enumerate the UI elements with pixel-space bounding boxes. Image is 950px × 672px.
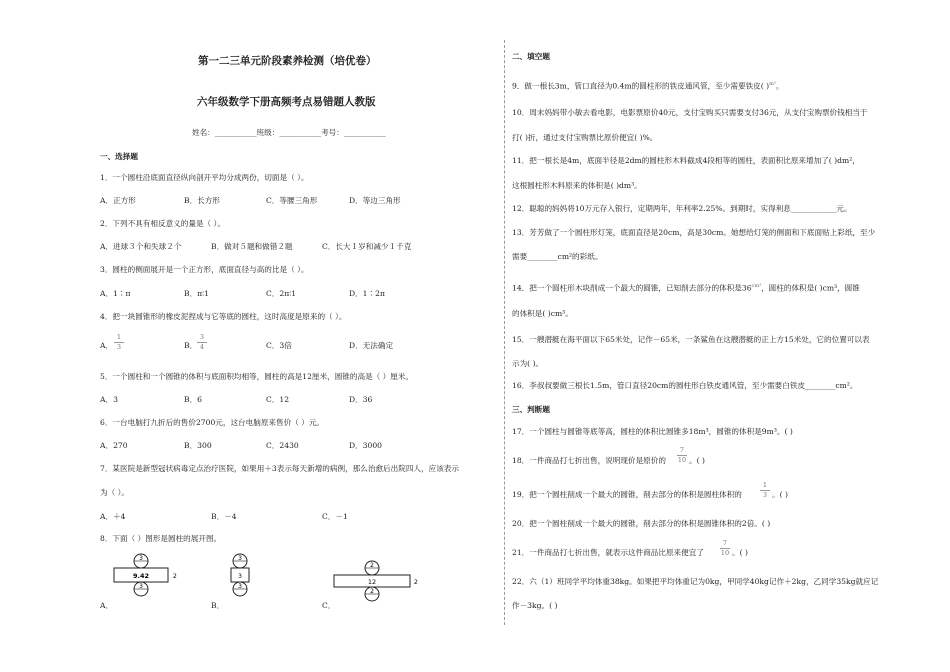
q4-option-a-label: A． <box>100 341 114 350</box>
net-figure-b <box>222 553 268 609</box>
q6-option-d: D．3000 <box>349 441 383 450</box>
q2-option-b: B．做对５题和做错２题 <box>211 242 293 251</box>
question-13-line-1: 13．芳芳做了一个圆柱形灯笼，底面直径是20cm，高是30cm。她想给灯笼的侧面和下底面贴上彩纸，至少 <box>512 228 876 237</box>
question-7-line-1: 7．某医院是新型冠状病毒定点治疗医院，如果用＋3表示每天新增的病例，那么治愈后出院四人，应该表示 <box>100 464 459 473</box>
question-10-line-2: 打( )折，通过支付宝购票比原价便宜( )%。 <box>512 133 658 142</box>
column-divider <box>504 40 505 625</box>
question-14-line-1: 14．把一个圆柱形木块削成一个最大的圆锥，已知削去部分的体积是$36^{cm^3}$，圆柱的体积是( )cm³，圆锥 <box>512 283 860 293</box>
section-fill-heading: 二、填空题 <box>512 52 550 61</box>
q8-option-c: C． <box>322 601 336 610</box>
question-22-line-2: 作－3kg。( ) <box>512 601 558 610</box>
q2-option-c: C．长大１岁和减少１千克 <box>322 242 412 251</box>
question-9: 9．做一根长3m，管口直径为0.4m的圆柱形的铁皮通风管，至少需要铁皮( )$^{m^2}$。 <box>512 81 784 91</box>
net-a-side-label: 2 <box>173 573 177 580</box>
question-1: 1．一个圆柱沿底面直径纵向剖开平均分成两份，切面是（ ）。 <box>100 173 309 182</box>
q1-option-b: B．长方形 <box>184 196 220 205</box>
net-c-side-label: 2 <box>414 579 418 586</box>
q8-option-b: B． <box>211 601 225 610</box>
question-21-text: 21．一件商品打七折出售，就表示这件商品比原来便宜了 <box>512 548 704 557</box>
q3-option-b: B．π∶1 <box>184 289 209 298</box>
question-19-end: 。( ) <box>772 490 788 499</box>
q7-option-a: A．＋4 <box>100 512 126 521</box>
q9-unit: m² <box>769 81 776 87</box>
net-b-top-label: 3 <box>238 555 242 562</box>
q4-option-b-label: B． <box>184 341 198 350</box>
q8-option-a: A． <box>100 601 114 610</box>
exam-title: 第一二三单元阶段素养检测（培优卷） <box>198 55 377 67</box>
q7-option-c: C．－1 <box>322 512 348 521</box>
question-5: 5．一个圆柱和一个圆锥的体积与底面积均相等，圆柱的高是12厘米，圆锥的高是（ ）厘米。 <box>100 372 414 381</box>
q1-option-c: C．等腰三角形 <box>266 196 318 205</box>
question-6: 6．一台电脑打九折后的售价2700元，这台电脑原来售价（ ）元。 <box>100 418 325 427</box>
question-19-text: 19．把一个圆柱削成一个最大的圆锥，削去部分的体积是圆柱体积的 <box>512 490 742 499</box>
question-18-text: 18．一件商品打七折出售，说明现价是原价的 <box>512 456 666 465</box>
question-17: 17．一个圆柱与圆锥等底等高，圆柱的体积比圆锥多18m³，圆锥的体积是9m³。( ) <box>512 427 793 436</box>
question-16: 16．李叔叔要做三根长1.5m，管口直径20cm的圆柱形白铁皮通风管，至少需要白铁皮________cm²。 <box>512 381 858 390</box>
question-4: 4．把一块圆锥形的橡皮泥捏成与它等底的圆柱，这时高度是原来的（ ）。 <box>100 312 347 321</box>
question-12: 12．聪聪的妈妈将10万元存入银行，定期两年，年利率2.25%。到期时，实得利息____________元。 <box>512 204 852 213</box>
question-7-line-2: 为（ ）。 <box>100 488 129 497</box>
q1-option-d: D．等边三角形 <box>349 196 401 205</box>
q21-fraction: 7 10 <box>720 539 730 557</box>
question-11-line-1: 11．把一根长是4m，底面半径是2dm的圆柱形木料截成4段相等的圆柱，表面积比原来增加了( )dm²， <box>512 156 860 165</box>
net-b-bottom-label: 3 <box>238 583 242 590</box>
q5-option-d: D．36 <box>349 395 373 404</box>
q5-option-c: C．12 <box>266 395 290 404</box>
section-judge-heading: 三、判断题 <box>512 405 550 414</box>
q19-fraction: 1 3 <box>760 482 770 499</box>
q5-option-b: B．6 <box>184 395 203 404</box>
question-11-line-2: 这根圆柱形木料原来的体积是( )dm³。 <box>512 181 642 190</box>
net-a-top-label: 3 <box>139 555 143 562</box>
q3-option-a: A．1∶π <box>100 289 131 298</box>
q4-option-d: D．无法确定 <box>349 341 394 350</box>
question-2: 2．下列不具有相反意义的量是（ ）。 <box>100 219 225 228</box>
net-a-bottom-label: 3 <box>139 583 143 590</box>
q6-option-b: B．300 <box>184 441 212 450</box>
net-a-width-label: 9.42 <box>132 572 150 580</box>
net-figure-c <box>332 560 422 610</box>
student-info-line: 姓名：___________班级：___________考号：___________ <box>192 128 386 137</box>
question-3: 3．圆柱的侧面展开是一个正方形，底面直径与高的比是（ ）。 <box>100 265 309 274</box>
net-c-bottom-label: 2 <box>370 588 374 595</box>
net-figure-a <box>110 553 182 609</box>
net-b-mid-label: 3 <box>238 573 242 580</box>
q6-option-a: A．270 <box>100 441 128 450</box>
net-c-top-label: 2 <box>370 562 374 569</box>
question-21-end: 。( ) <box>732 548 748 557</box>
question-22-line-1: 22．六（1）班同学平均体重38kg。如果把平均体重记为0kg，甲同学40kg记作＋2kg，乙同学35kg就应记 <box>512 577 879 586</box>
question-15-line-2: 示为( )。 <box>512 359 544 368</box>
q18-fraction: 7 10 <box>677 446 687 464</box>
question-15-line-1: 15．一艘潜艇在海平面以下65米处，记作－65米，一条鲨鱼在这艘潜艇的正上方15米处，它的位置可以表 <box>512 335 870 344</box>
question-18-end: 。( ) <box>689 456 705 465</box>
question-13-line-2: 需要________cm²的彩纸。 <box>512 252 603 261</box>
q4-option-c: C．3倍 <box>266 341 292 350</box>
section-choice-heading: 一、选择题 <box>100 152 138 161</box>
q7-option-b: B．－4 <box>211 512 237 521</box>
q14-unit: cm³ <box>751 283 762 289</box>
q3-option-c: C．2π∶1 <box>266 289 297 298</box>
q6-option-c: C．2430 <box>266 441 299 450</box>
q1-option-a: A．正方形 <box>100 196 136 205</box>
q4-option-a-fraction: 1 3 <box>114 334 124 351</box>
q4-option-b-fraction: 3 4 <box>197 334 207 351</box>
exam-subtitle: 六年级数学下册高频考点易错题人教版 <box>197 96 376 108</box>
question-8: 8．下面（ ）图形是圆柱的展开图。 <box>100 534 222 543</box>
question-14-line-2: 的体积是( )cm³。 <box>512 309 573 318</box>
q2-option-a: A．进球３个和失球２个 <box>100 242 182 251</box>
net-c-width-label: 12 <box>367 578 377 586</box>
q5-option-a: A．3 <box>100 395 118 404</box>
question-10-line-1: 10．周末妈妈带小敏去看电影，电影票原价40元，支付宝购买只需要支付36元，从支付宝购票价钱相当于 <box>512 108 868 117</box>
question-20: 20．把一个圆柱削成一个最大的圆锥，削去部分的体积是圆锥体积的2倍。( ) <box>512 519 771 528</box>
q3-option-d: D．1∶2π <box>349 289 385 298</box>
